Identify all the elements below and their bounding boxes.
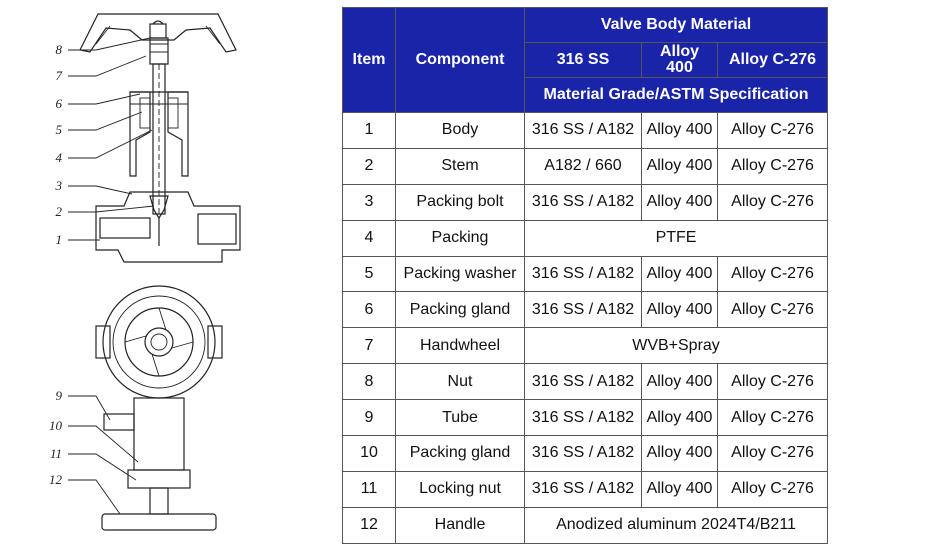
header-316ss: 316 SS: [525, 43, 642, 78]
callout-lines: [68, 38, 154, 514]
callout-2: 2: [55, 204, 62, 219]
row-component: Packing bolt: [396, 184, 525, 220]
row-alloy400: Alloy 400: [642, 113, 718, 149]
callout-6: 6: [55, 96, 62, 111]
row-c276: Alloy C-276: [718, 292, 828, 328]
row-alloy400: Alloy 400: [642, 364, 718, 400]
row-component: Packing washer: [396, 256, 525, 292]
row-c276: Alloy C-276: [718, 184, 828, 220]
row-item: 2: [343, 148, 396, 184]
table-row: [343, 148, 828, 184]
row-c276: Alloy C-276: [718, 471, 828, 507]
row-component: Packing gland: [396, 436, 525, 472]
header-alloy400-line1: Alloy: [659, 43, 700, 60]
row-component: Handwheel: [396, 328, 525, 364]
callout-9: 9: [55, 388, 62, 403]
row-316ss: 316 SS / A182: [525, 364, 642, 400]
callout-7: 7: [55, 68, 62, 83]
callout-numbers: [49, 42, 63, 487]
row-alloy400: Alloy 400: [642, 400, 718, 436]
table-row: [343, 436, 828, 472]
row-alloy400: Alloy 400: [642, 471, 718, 507]
table-row: [343, 184, 828, 220]
header-alloy400-line2: 400: [666, 59, 693, 76]
row-component: Packing gland: [396, 292, 525, 328]
handwheel-top-view: [96, 286, 222, 398]
table-row: [343, 364, 828, 400]
header-component: Component: [396, 8, 525, 113]
row-item: 12: [343, 507, 396, 543]
table-row: [343, 400, 828, 436]
row-item: 4: [343, 220, 396, 256]
table-row: [343, 507, 828, 543]
row-alloy400: Alloy 400: [642, 436, 718, 472]
row-item: 5: [343, 256, 396, 292]
row-material-span: WVB+Spray: [525, 328, 828, 364]
callout-8: 8: [55, 42, 62, 57]
row-c276: Alloy C-276: [718, 400, 828, 436]
row-material-span: Anodized aluminum 2024T4/B211: [525, 507, 828, 543]
callout-12: 12: [49, 472, 62, 487]
row-316ss: 316 SS / A182: [525, 292, 642, 328]
header-alloy400: [642, 43, 718, 78]
row-alloy400: Alloy 400: [642, 184, 718, 220]
callout-1: 1: [55, 232, 62, 247]
table-row: [343, 220, 828, 256]
callout-11: 11: [49, 446, 62, 461]
callout-4: 4: [55, 150, 62, 165]
stem-section: [150, 38, 168, 214]
row-component: Body: [396, 113, 525, 149]
table-row: [343, 471, 828, 507]
row-material-span: PTFE: [525, 220, 828, 256]
row-component: Stem: [396, 148, 525, 184]
row-c276: Alloy C-276: [718, 436, 828, 472]
row-316ss: 316 SS / A182: [525, 400, 642, 436]
row-alloy400: Alloy 400: [642, 292, 718, 328]
row-item: 6: [343, 292, 396, 328]
row-item: 1: [343, 113, 396, 149]
row-316ss: A182 / 660: [525, 148, 642, 184]
row-item: 3: [343, 184, 396, 220]
row-316ss: 316 SS / A182: [525, 184, 642, 220]
row-316ss: 316 SS / A182: [525, 471, 642, 507]
valve-drawing: [0, 0, 330, 555]
handwheel-section: [80, 14, 236, 52]
material-spec-table: [342, 7, 828, 544]
callout-10: 10: [49, 418, 62, 433]
row-316ss: 316 SS / A182: [525, 113, 642, 149]
table-row: [343, 113, 828, 149]
row-component: Packing: [396, 220, 525, 256]
row-item: 7: [343, 328, 396, 364]
row-item: 10: [343, 436, 396, 472]
row-c276: Alloy C-276: [718, 148, 828, 184]
valve-body-section: [96, 192, 240, 262]
row-alloy400: Alloy 400: [642, 148, 718, 184]
lower-assembly: [102, 398, 216, 530]
row-component: Handle: [396, 507, 525, 543]
table-row: [343, 256, 828, 292]
row-316ss: 316 SS / A182: [525, 436, 642, 472]
callout-3: 3: [55, 178, 62, 193]
row-c276: Alloy C-276: [718, 113, 828, 149]
row-item: 8: [343, 364, 396, 400]
table-row: [343, 292, 828, 328]
callout-5: 5: [55, 122, 62, 137]
header-item: Item: [343, 8, 396, 113]
row-component: Tube: [396, 400, 525, 436]
row-c276: Alloy C-276: [718, 256, 828, 292]
row-alloy400: Alloy 400: [642, 256, 718, 292]
header-material-grade: Material Grade/ASTM Specification: [525, 78, 828, 113]
header-valve-body-material: Valve Body Material: [525, 8, 828, 43]
row-316ss: 316 SS / A182: [525, 256, 642, 292]
row-c276: Alloy C-276: [718, 364, 828, 400]
row-component: Locking nut: [396, 471, 525, 507]
header-alloy-c276: Alloy C-276: [718, 43, 828, 78]
row-item: 9: [343, 400, 396, 436]
row-component: Nut: [396, 364, 525, 400]
table-row: [343, 328, 828, 364]
row-item: 11: [343, 471, 396, 507]
